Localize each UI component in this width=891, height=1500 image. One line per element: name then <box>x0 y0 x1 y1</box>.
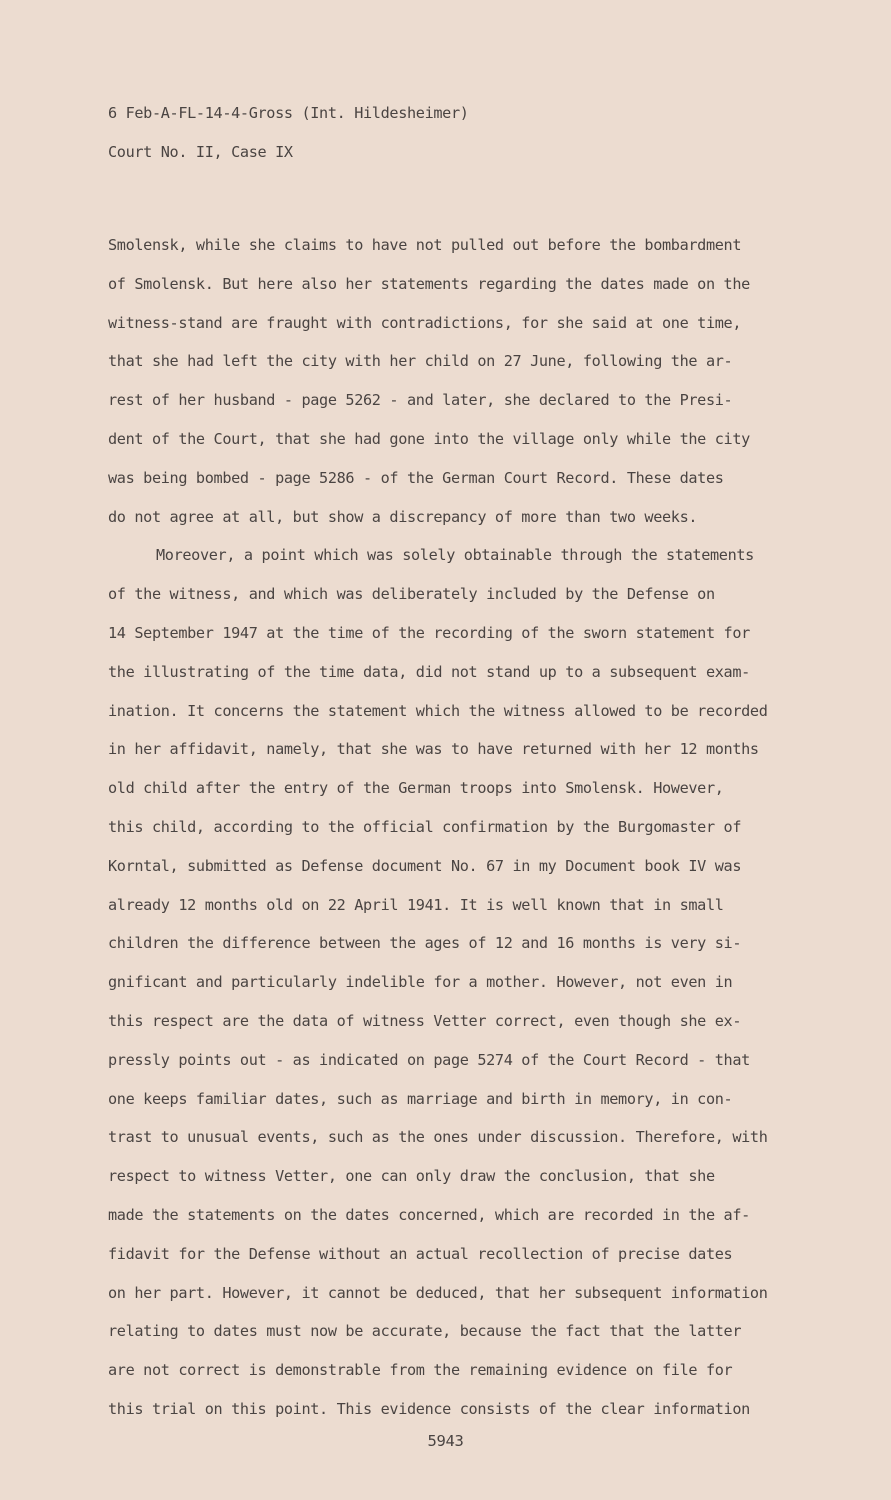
body-line: on her part. However, it cannot be deduced, that her subsequent information <box>108 1283 768 1302</box>
body-line: relating to dates must now be accurate, because the fact that the latter <box>108 1322 742 1341</box>
header-reference-line: 6 Feb-A-FL-14-4-Gross (Int. Hildesheimer) <box>108 104 469 122</box>
body-line: the illustrating of the time data, did not stand up to a subsequent exam- <box>108 662 750 681</box>
body-line: are not correct is demonstrable from the remaining evidence on file for <box>108 1361 733 1380</box>
body-line: this trial on this point. This evidence consists of the clear information <box>108 1399 750 1418</box>
body-line: Korntal, submitted as Defense document No. 67 in my Document book IV was <box>108 856 742 875</box>
body-line: in her affidavit, namely, that she was to have returned with her 12 months <box>108 740 759 759</box>
body-line: was being bombed - page 5286 - of the German Court Record. These dates <box>108 468 724 487</box>
body-line: gnificant and particularly indelible for a mother. However, not even in <box>108 973 733 992</box>
body-line: fidavit for the Defense without an actual recollection of precise dates <box>108 1244 733 1263</box>
body-line: pressly points out - as indicated on page 5274 of the Court Record - that <box>108 1050 750 1069</box>
header-court-case-line: Court No. II, Case IX <box>108 143 293 161</box>
body-line-paragraph-start: Moreover, a point which was solely obtainable through the statements <box>156 546 754 565</box>
body-line: that she had left the city with her child on 27 June, following the ar- <box>108 352 733 371</box>
body-line: one keeps familiar dates, such as marriage and birth in memory, in con- <box>108 1089 733 1108</box>
body-line: do not agree at all, but show a discrepancy of more than two weeks. <box>108 507 698 526</box>
body-line: respect to witness Vetter, one can only draw the conclusion, that she <box>108 1167 715 1186</box>
body-line: of the witness, and which was deliberately included by the Defense on <box>108 585 715 604</box>
body-line: ination. It concerns the statement which the witness allowed to be recorded <box>108 701 768 720</box>
body-line: rest of her husband - page 5262 - and later, she declared to the Presi- <box>108 391 733 410</box>
body-line: witness-stand are fraught with contradictions, for she said at one time, <box>108 313 742 332</box>
document-header <box>108 94 469 172</box>
page-number: 5943 <box>427 1432 464 1450</box>
document-body <box>108 226 768 1429</box>
body-line: trast to unusual events, such as the ones under discussion. Therefore, with <box>108 1128 768 1147</box>
body-line: children the difference between the ages of 12 and 16 months is very si- <box>108 934 742 953</box>
body-line: Smolensk, while she claims to have not pulled out before the bombardment <box>108 236 742 254</box>
body-line: made the statements on the dates concerned, which are recorded in the af- <box>108 1205 750 1224</box>
body-line: of Smolensk. But here also her statements regarding the dates made on the <box>108 274 750 293</box>
body-line: already 12 months old on 22 April 1941. It is well known that in small <box>108 895 724 914</box>
body-line: old child after the entry of the German troops into Smolensk. However, <box>108 779 724 798</box>
body-line: 14 September 1947 at the time of the recording of the sworn statement for <box>108 623 750 642</box>
body-line: dent of the Court, that she had gone into the village only while the city <box>108 429 750 448</box>
body-line: this respect are the data of witness Vetter correct, even though she ex- <box>108 1011 742 1030</box>
body-line: this child, according to the official confirmation by the Burgomaster of <box>108 817 742 836</box>
